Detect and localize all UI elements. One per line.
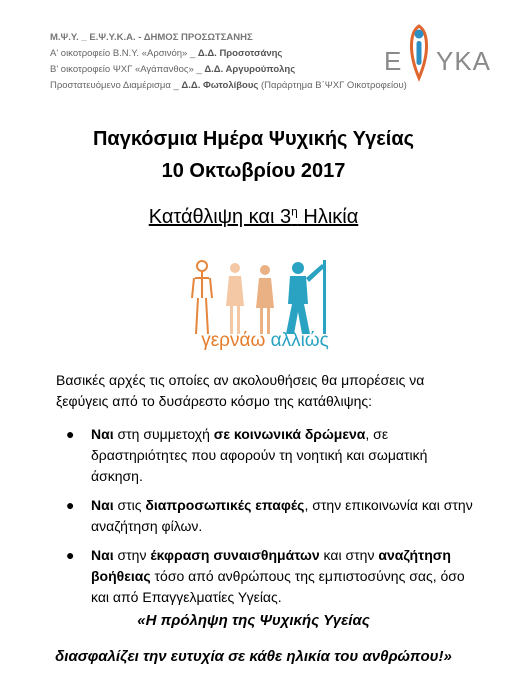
header-line-2 (50, 46, 380, 62)
bullet-text: , σε δραστηριότητες που αφορούν τη νοητική και σωματική άσκηση. (91, 426, 428, 484)
subtitle-end: Ηλικία (297, 205, 359, 228)
intro-text: Βασικές αρχές τις οποίες αν ακολουθήσεις θα μπορέσεις να ξεφύγεις από το δυσάρεστο κόσμο της κατάθλιψης: (56, 372, 425, 409)
logo-letters-right: ΥΚΑ (436, 46, 492, 76)
brand-slogan (180, 330, 350, 352)
bullet-bold: Ναι (91, 547, 114, 563)
header-line-2-text: Α' οικοτροφείο Β.Ν.Υ. «Αρσινόη» _ (50, 48, 198, 59)
bullet-dot-icon: ● (66, 426, 75, 442)
bullet-text: , στην επικοινωνία και στην αναζήτηση φίλων. (91, 497, 473, 534)
subtitle-sup: η (291, 204, 298, 218)
title-line-1: Παγκόσμια Ημέρα Ψυχικής Υγείας (92, 128, 415, 150)
header-line-4 (50, 78, 407, 94)
brand-word-1: γερνάω (201, 330, 266, 351)
bullet-text: και στην (319, 547, 379, 563)
header-line-3 (50, 62, 380, 78)
logo-letter-left: Ε (384, 46, 403, 76)
subtitle-main (149, 206, 359, 228)
logo-figure-icon (404, 22, 434, 82)
header-line-3-bold: Δ.Δ. Αργυρούπολης (204, 64, 296, 75)
header-line-2-bold: Δ.Δ. Προσοτσάνης (197, 48, 283, 59)
bullet-bold: έκφραση συναισθημάτων (150, 547, 320, 563)
bullet-text: στη συμμετοχή (113, 426, 214, 442)
bullet-list (60, 424, 480, 616)
bullet-item (60, 545, 480, 608)
bullet-item (60, 424, 480, 487)
brand-word-2: αλλιώς (270, 330, 329, 351)
bullet-text: τόσο από ανθρώπους της εμπιστοσύνης σας, όσο και από Επαγγελματίες Υγείας. (91, 568, 465, 605)
bullet-dot-icon: ● (66, 547, 75, 563)
header-block (50, 30, 407, 94)
subtitle-text: Κατάθλιψη και 3 (148, 205, 292, 228)
header-line-4-text: Προστατευόμενο Διαμέρισμα _ (50, 80, 182, 91)
bullet-bold: αναζήτηση βοήθειας (91, 547, 451, 584)
header-line-1: Μ.Ψ.Υ. _ Ε.Ψ.Υ.Κ.Α. - ΔΗΜΟΣ ΠΡΟΣΩΤΣΑΝΗΣ (50, 32, 253, 43)
bullet-bold: Ναι (91, 426, 114, 442)
header-line-4-bold: Δ.Δ. Φωτολίβους (181, 80, 259, 91)
bullet-text: στις (113, 497, 146, 513)
subtitle (0, 204, 507, 229)
header-line-3-text: Β' οικοτροφείο ΨΧΓ «Αγάπανθος» _ (50, 64, 205, 75)
bullet-bold: Ναι (91, 497, 114, 513)
bullet-item (60, 495, 480, 537)
epsyka-logo (384, 22, 492, 82)
bullet-dot-icon: ● (66, 497, 75, 513)
bullet-text: στην (113, 547, 151, 563)
bullet-bold: σε κοινωνικά δρώμενα (213, 426, 366, 442)
header-line-4-post: (Παράρτημα Β΄ΨΧΓ Οικοτροφείου) (258, 80, 407, 91)
quote-line-2: διασφαλίζει την ευτυχία σε κάθε ηλικία του ανθρώπου!» (55, 648, 452, 665)
aging-figures-icon (180, 258, 340, 338)
quote-line-1: «Η πρόληψη της Ψυχικής Υγείας (137, 612, 370, 629)
bullet-bold: διαπροσωπικές επαφές (145, 497, 305, 513)
title-line-2: 10 Οκτωβρίου 2017 (161, 160, 346, 182)
